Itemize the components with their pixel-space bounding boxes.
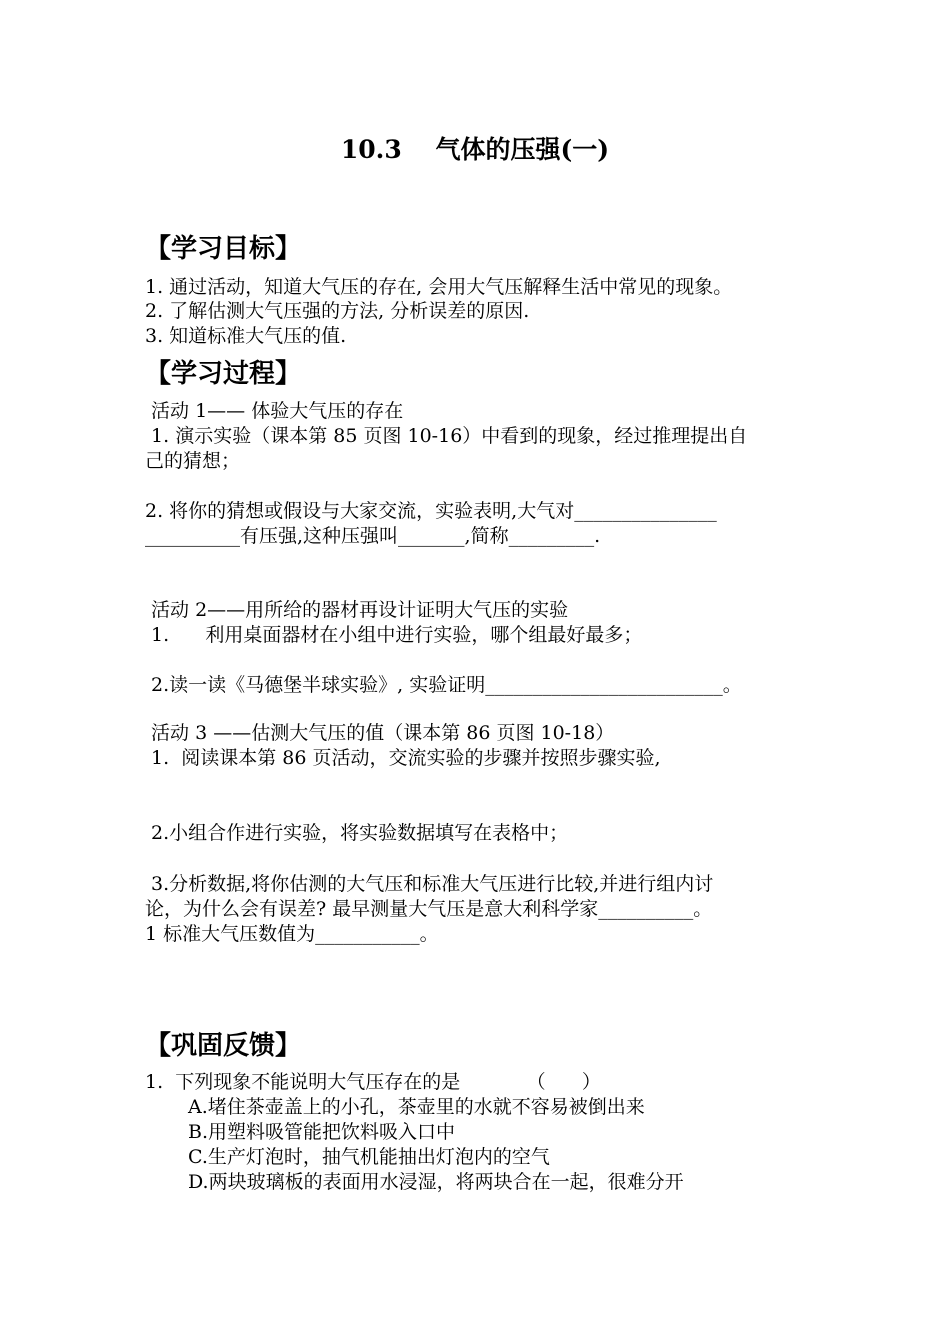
objectives-heading: 【学习目标】 [145, 234, 302, 264]
process-line: 1. 利用桌面器材在小组中进行实验，哪个组最好最多； [145, 624, 643, 646]
activity-3-title: 活动 3 ——估测大气压的值（课本第 86 页图 10-18） [145, 722, 615, 744]
option-d: D.两块玻璃板的表面用水浸湿，将两块合在一起，很难分开 [188, 1171, 684, 1193]
process-line: 1 标准大气压数值为___________。 [145, 923, 439, 945]
objective-item: 2. 了解估测大气压强的方法, 分析误差的原因. [145, 300, 530, 322]
option-b: B.用塑料吸管能把饮料吸入口中 [188, 1121, 456, 1143]
activity-2-title: 活动 2——用所给的器材再设计证明大气压的实验 [145, 599, 569, 621]
process-line: 2. 将你的猜想或假设与大家交流，实验表明,大气对_______________ [145, 500, 717, 522]
objective-item: 1. 通过活动，知道大气压的存在, 会用大气压解释生活中常见的现象。 [145, 276, 733, 298]
process-line: 论，为什么会有误差? 最早测量大气压是意大利科学家__________。 [145, 898, 713, 920]
process-line: __________有压强,这种压强叫_______,简称_________. [145, 525, 601, 547]
option-a: A.堵住茶壶盖上的小孔，茶壶里的水就不容易被倒出来 [188, 1096, 645, 1118]
process-line: 3.分析数据,将你估测的大气压和标准大气压进行比较,并进行组内讨 [145, 873, 714, 895]
process-line: 2.小组合作进行实验，将实验数据填写在表格中； [145, 822, 569, 844]
process-heading: 【学习过程】 [145, 359, 302, 389]
objective-item: 3. 知道标准大气压的值. [145, 325, 347, 347]
process-line: 1. 演示实验（课本第 85 页图 10-16）中看到的现象，经过推理提出自 [145, 425, 748, 447]
question-1: 1. 下列现象不能说明大气压存在的是 （ ） [145, 1071, 601, 1093]
process-line: 1. 阅读课本第 86 页活动，交流实验的步骤并按照步骤实验, [145, 747, 661, 769]
feedback-heading: 【巩固反馈】 [145, 1031, 302, 1061]
activity-1-title: 活动 1—— 体验大气压的存在 [145, 400, 404, 422]
process-line: 2.读一读《马德堡半球实验》, 实验证明_________________________。 [145, 674, 742, 696]
option-c: C.生产灯泡时，抽气机能抽出灯泡内的空气 [188, 1146, 550, 1168]
process-line: 己的猜想； [145, 450, 241, 472]
page-title: 10.3 气体的压强(一) [340, 135, 610, 164]
